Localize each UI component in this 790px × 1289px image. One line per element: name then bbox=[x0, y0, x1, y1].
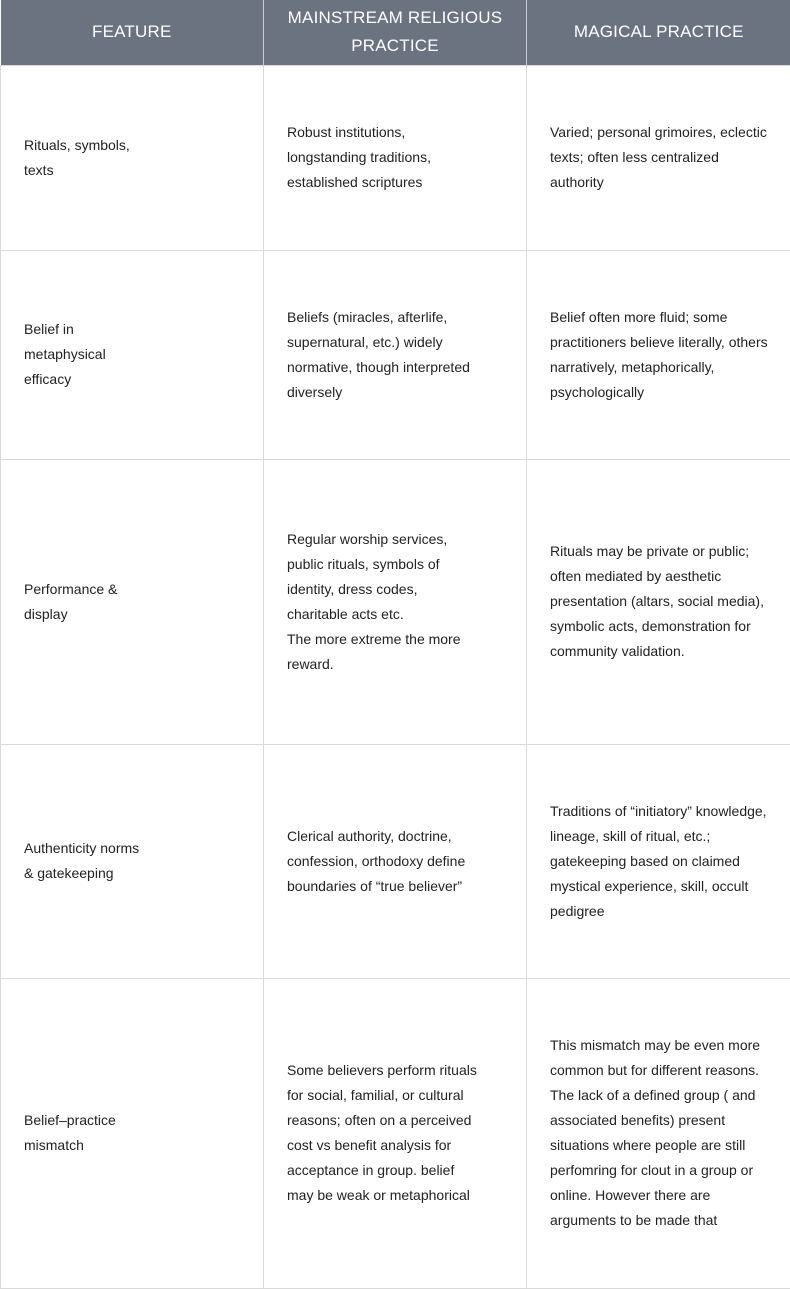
mainstream-text: Some believers perform rituals for social, familial, or cultural reasons; often on a perceived cost vs benefit analysis for acceptance in group. belief may be weak or metaphorical bbox=[287, 1058, 482, 1208]
feature-text: Rituals, symbols, texts bbox=[24, 133, 144, 183]
mainstream-cell bbox=[264, 65, 527, 250]
mainstream-text: Regular worship services, public rituals, symbols of identity, dress codes, charitable acts etc. The more extreme the more reward. bbox=[287, 527, 482, 677]
header-magical: MAGICAL PRACTICE bbox=[527, 0, 790, 65]
mainstream-cell bbox=[264, 250, 527, 459]
table-row bbox=[1, 459, 790, 744]
table-header bbox=[1, 0, 790, 65]
feature-cell bbox=[1, 250, 264, 459]
table-row bbox=[1, 65, 790, 250]
mainstream-text: Robust institutions, longstanding traditions, established scriptures bbox=[287, 120, 482, 195]
feature-cell bbox=[1, 744, 264, 978]
mainstream-text: Beliefs (miracles, afterlife, supernatural, etc.) widely normative, though interpreted diversely bbox=[287, 305, 482, 405]
magical-cell bbox=[527, 744, 790, 978]
magical-text: Belief often more fluid; some practitioners believe literally, others narratively, metaphorically, psychologically bbox=[550, 305, 768, 405]
feature-text: Belief in metaphysical efficacy bbox=[24, 317, 144, 392]
magical-text: This mismatch may be even more common but for different reasons. The lack of a defined group ( and associated benefits) present situations where people are still perfomring for clout in a group or online. However there are arguments to be made that bbox=[550, 1033, 768, 1233]
magical-cell bbox=[527, 978, 790, 1288]
feature-cell bbox=[1, 65, 264, 250]
mainstream-cell bbox=[264, 744, 527, 978]
table-row bbox=[1, 250, 790, 459]
magical-cell bbox=[527, 459, 790, 744]
header-row bbox=[1, 0, 790, 65]
feature-text: Belief–practice mismatch bbox=[24, 1108, 144, 1158]
table-row bbox=[1, 744, 790, 978]
magical-text: Traditions of “initiatory” knowledge, lineage, skill of ritual, etc.; gatekeeping based on claimed mystical experience, skill, occult pedigree bbox=[550, 799, 768, 924]
magical-text: Rituals may be private or public; often mediated by aesthetic presentation (altars, social media), symbolic acts, demonstration for community validation. bbox=[550, 539, 768, 664]
table-row bbox=[1, 978, 790, 1288]
magical-cell bbox=[527, 65, 790, 250]
magical-cell bbox=[527, 250, 790, 459]
mainstream-cell bbox=[264, 978, 527, 1288]
mainstream-cell bbox=[264, 459, 527, 744]
magical-text: Varied; personal grimoires, eclectic texts; often less centralized authority bbox=[550, 120, 768, 195]
feature-cell bbox=[1, 459, 264, 744]
table-body bbox=[1, 65, 790, 1288]
header-mainstream: MAINSTREAM RELIGIOUS PRACTICE bbox=[264, 0, 527, 65]
feature-text: Authenticity norms & gatekeeping bbox=[24, 836, 144, 886]
feature-cell bbox=[1, 978, 264, 1288]
mainstream-text: Clerical authority, doctrine, confession, orthodoxy define boundaries of “true believer” bbox=[287, 824, 482, 899]
header-feature: FEATURE bbox=[1, 0, 264, 65]
feature-text: Performance & display bbox=[24, 577, 144, 627]
